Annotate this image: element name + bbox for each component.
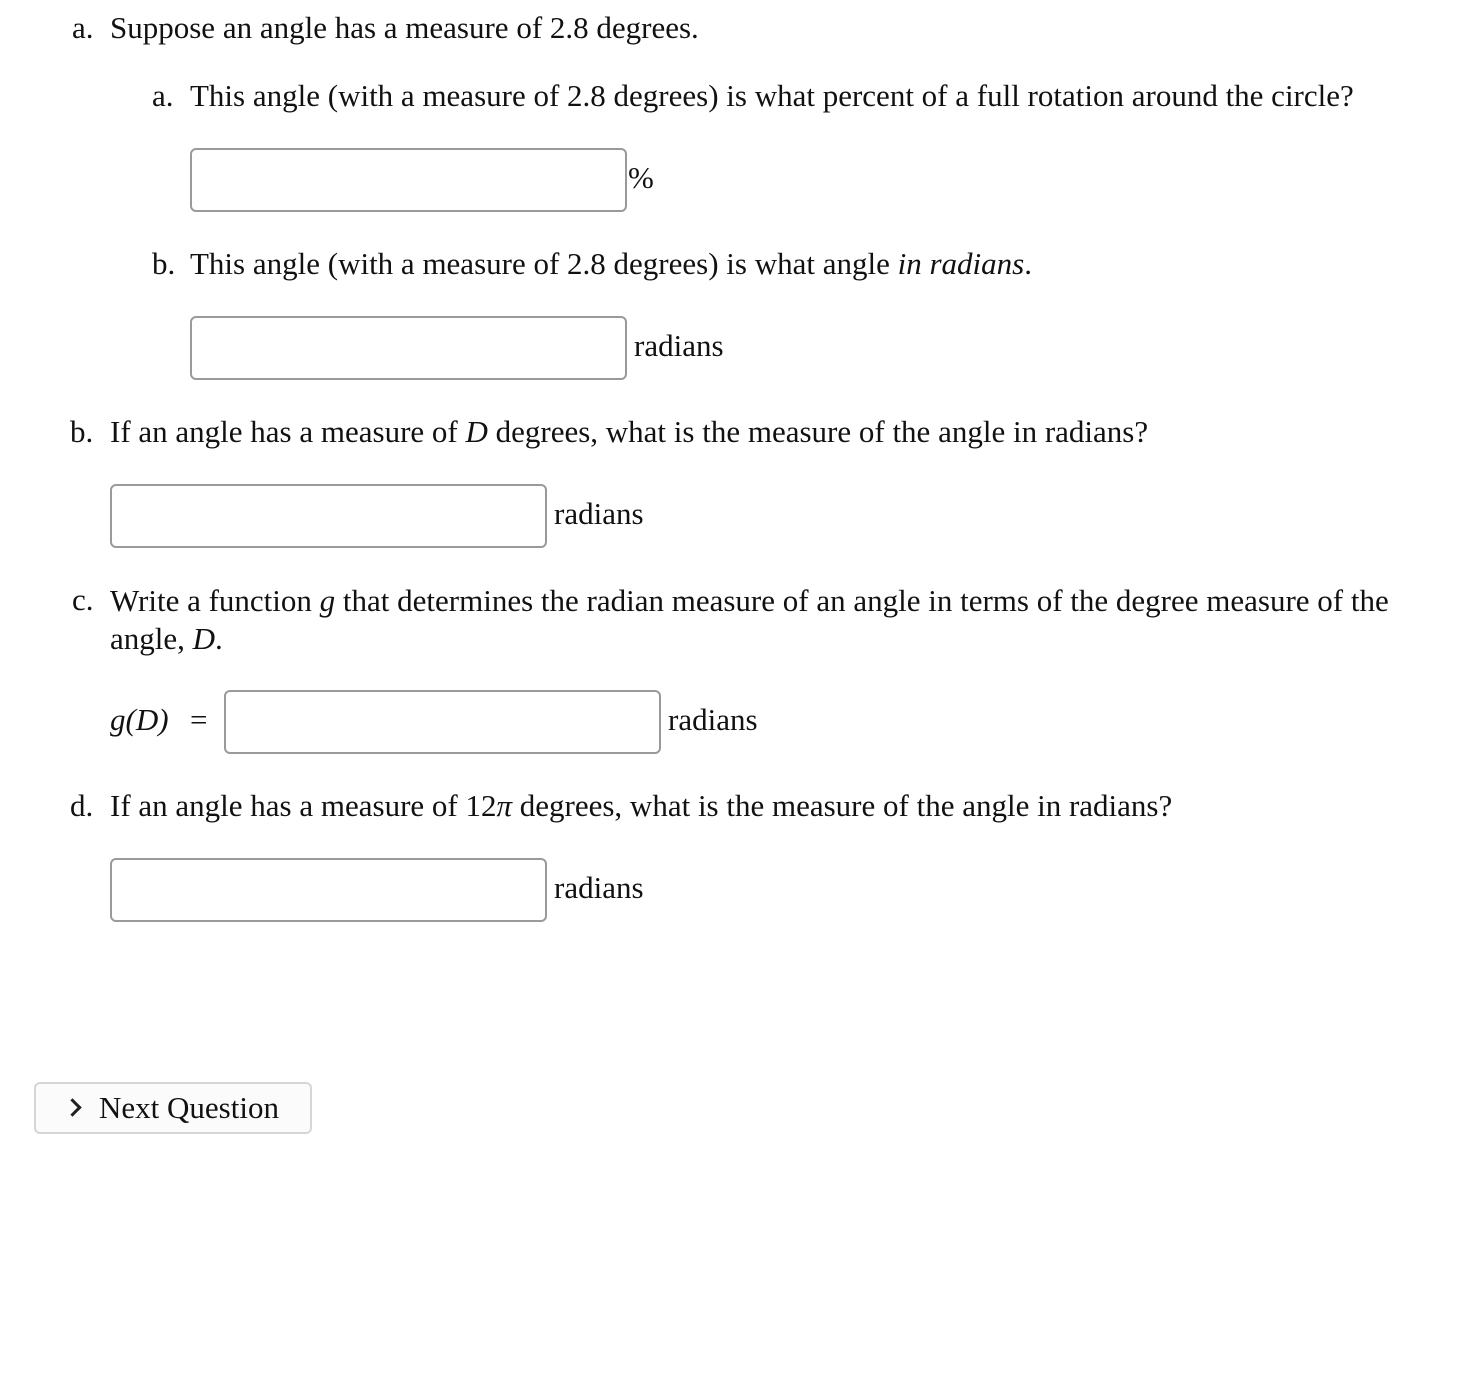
radians-unit-b: radians [554, 496, 644, 531]
percent-unit: % [628, 160, 654, 195]
function-lhs: g(D) [110, 702, 169, 737]
part-b-marker: b. [70, 414, 94, 449]
radians-unit-d: radians [554, 870, 644, 905]
part-d-pi: π [496, 788, 513, 823]
part-c-variable: D [192, 621, 216, 656]
part-a-sub-b-emphasis: in radians [897, 246, 1025, 281]
equals-sign: = [190, 702, 208, 737]
radians-answer-input-d[interactable] [110, 858, 547, 922]
part-d-prompt [110, 788, 1172, 824]
part-b-variable: D [465, 414, 488, 449]
next-question-label: Next Question [99, 1090, 279, 1125]
part-a-sub-b-text-before: This angle (with a measure of 2.8 degrees) is what angle [190, 246, 898, 281]
function-answer-input[interactable] [224, 690, 661, 754]
part-a-prompt: Suppose an angle has a measure of 2.8 degrees. [110, 10, 699, 45]
part-c-function-name: g [319, 583, 336, 618]
part-c-text-middle: that determines the radian measure of an angle in terms of the degree measure of the angle, [110, 583, 1389, 656]
part-b-text-after: degrees, what is the measure of the angle in radians? [487, 414, 1149, 449]
part-a-marker: a. [72, 10, 94, 45]
part-a-sub-a-prompt: This angle (with a measure of 2.8 degrees) is what percent of a full rotation around the circle? [190, 78, 1354, 113]
chevron-right-icon [63, 1098, 81, 1116]
part-a-sub-a-marker: a. [152, 78, 174, 113]
part-d-text-after: degrees, what is the measure of the angle in radians? [512, 788, 1173, 823]
part-c-marker: c. [72, 582, 94, 617]
radians-unit-a-b: radians [634, 328, 724, 363]
part-c-prompt [110, 582, 1450, 658]
part-a-sub-b-prompt [190, 246, 1032, 282]
radians-answer-input-b[interactable] [110, 484, 547, 548]
part-b-text-before: If an angle has a measure of [110, 414, 466, 449]
percent-answer-input[interactable] [190, 148, 627, 212]
part-d-text-before: If an angle has a measure of 12 [110, 788, 497, 823]
part-a-sub-b-marker: b. [152, 246, 176, 281]
part-c-text-before: Write a function [110, 583, 320, 618]
part-a-sub-b-text-after: . [1024, 246, 1032, 281]
part-b-prompt [110, 414, 1148, 450]
radians-unit-c: radians [668, 702, 758, 737]
part-c-text-after: . [215, 621, 223, 656]
part-d-marker: d. [70, 788, 94, 823]
radians-answer-input-a-b[interactable] [190, 316, 627, 380]
next-question-button[interactable] [34, 1082, 312, 1134]
